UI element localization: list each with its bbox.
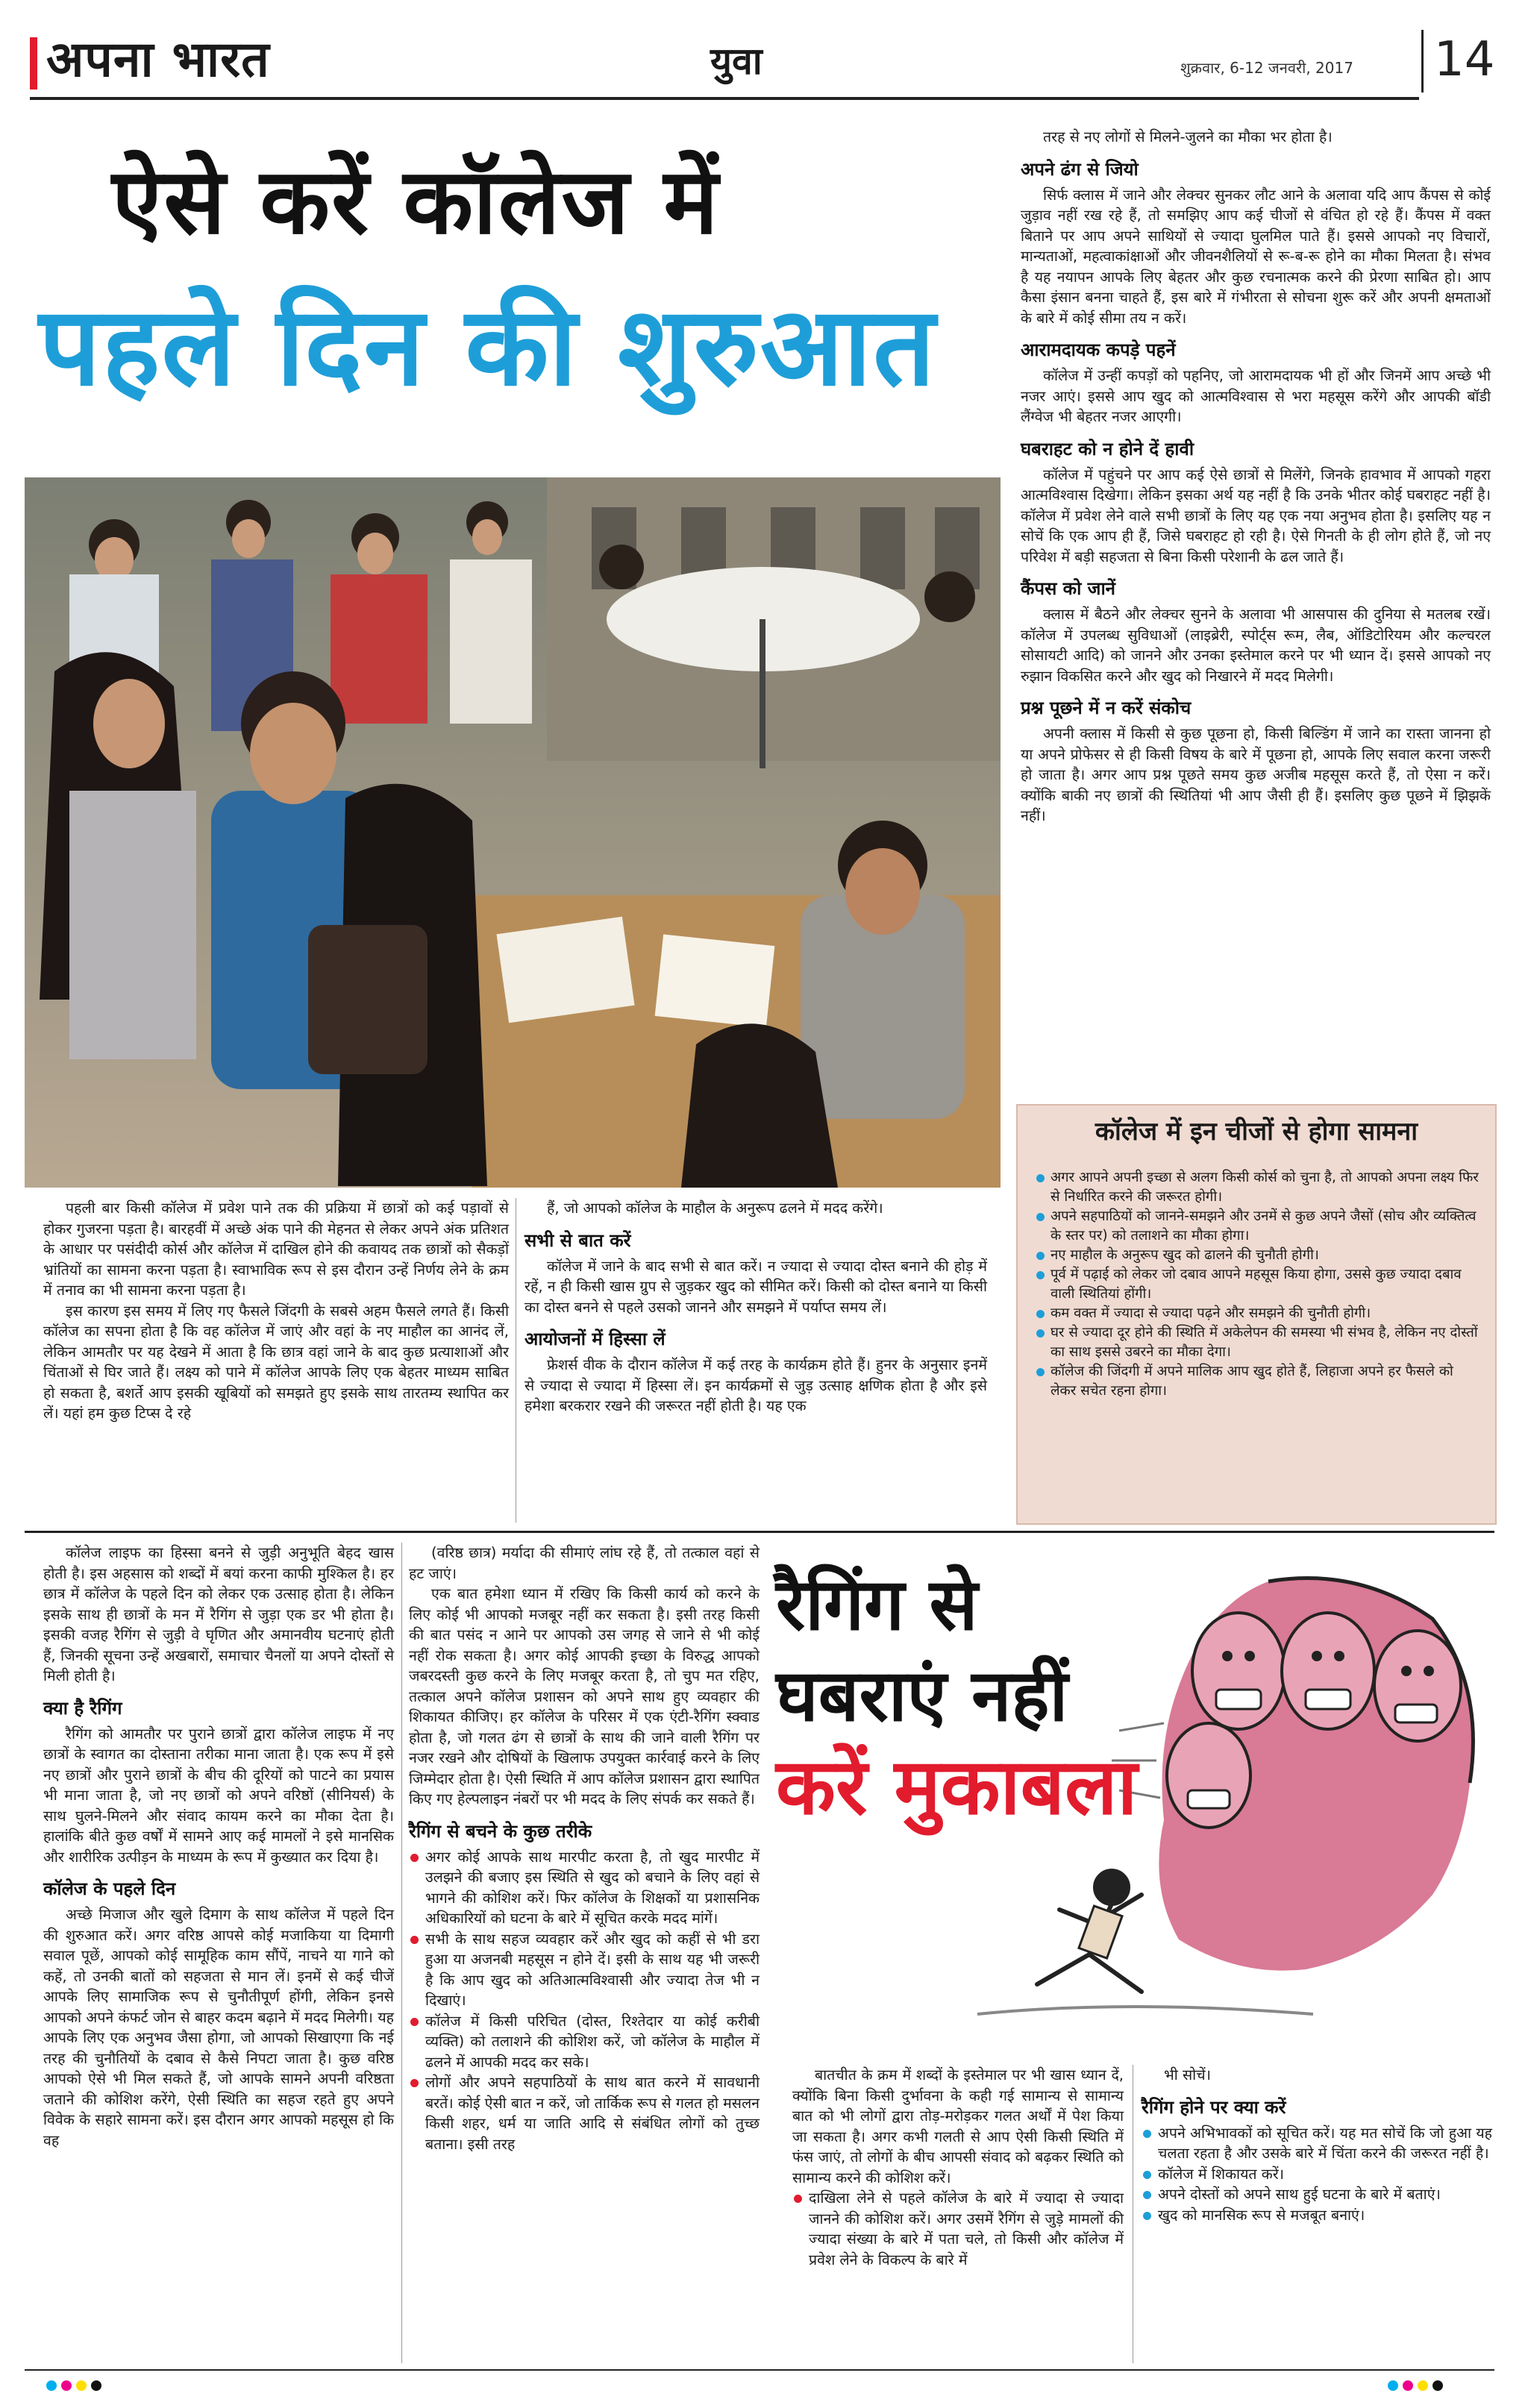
- paragraph: कॉलेज में उन्हीं कपड़ों को पहनिए, जो आरामदायक भी हों और जिनमें आप अच्छे भी नजर आएं। इससे आप खुद को आत्मविश्वास से भरा महसूस करेंगे और आपकी बॉडी लैंग्वेज भी बेहतर नजर आएगी।: [1021, 367, 1491, 425]
- color-bar-left: [30, 37, 37, 90]
- paragraph: इस कारण इस समय में लिए गए फैसले जिंदगी के सबसे अहम फैसले लगते हैं। किसी कॉलेज का सपना होता है कि वह कॉलेज में जाएं और वहां के नए माहौल का आनंद लें, लेकिन आमतौर पर यह देखने में आता है कि छात्र वहां जाने के बाद कुछ प्रत्याशाओं और चिंताओं से घिर जाते हैं। लक्ष्य को पाने में कॉलेज आपके लिए एक बेहतर माध्यम साबित हो सकता है, बशर्ते आप इसकी खूबियों को समझते हुए इसके साथ तारतम्य स्थापित कर लें। यहां हम कुछ टिप्स दे रहे: [43, 1302, 509, 1422]
- paragraph: कॉलेज में पहुंचने पर आप कई ऐसे छात्रों से मिलेंगे, जिनके हावभाव में आपको गहरा आत्मविश्वास दिखेगा। लेकिन इसका अर्थ यह नहीं है कि उनके भीतर कोई घबराहट नहीं है। कॉलेज में प्रवेश लेने वाले सभी छात्रों के लिए यह एक नया अनुभव होता है। इसलिए यह न सोचें कि एक आप ही हैं, जिसे घबराहट हो रही है। ऐसे गिनती के ही लोग होते हैं, जो नए परिवेश में बड़ी सहजता से बिना किसी परेशानी के ढल जाते हैं।: [1021, 465, 1491, 565]
- paragraph: एक बात हमेशा ध्यान में रखिए कि किसी कार्य को करने के लिए कोई भी आपको मजबूर नहीं कर सकता है। इसी तरह किसी की बात पसंद न आने पर आपको उस जगह से जाने से भी कोई नहीं रोक सकता है। अगर कोई आपकी इच्छा के विरुद्ध आपको जबरदस्ती कुछ करने के लिए मजबूर करता है, तो चुप मत रहिए, तत्काल अपने कॉलेज प्रशासन को अपने साथ हुए व्यवहार की शिकायत कीजिए। हर कॉलेज के परिसर में एक एंटी-रैगिंग स्क्वाड होता है, जो गलत ढंग से छात्रों के साथ की जाने वाली रैगिंग पर नजर रखने और दोषियों के खिलाफ उपयुक्त कार्रवाई करने के लिए जिम्मेदार होता है। ऐसी स्थिति में आप कॉलेज प्रशासन द्वारा स्थापित किए गए हेल्पलाइन नंबरों पर भी मदद के लिए संपर्क कर सकते हैं।: [409, 1585, 760, 1807]
- info-box-item: नए माहौल के अनुरूप खुद को ढालने की चुनौती होगी।: [1036, 1246, 1483, 1265]
- subheading: अपने ढंग से जियो: [1021, 158, 1139, 180]
- paragraph: कॉलेज में जाने के बाद सभी से बात करें। न ज्यादा से ज्यादा दोस्त बनाने की होड़ में रहें, न ही किसी खास ग्रुप से जुड़कर खुद को सीमित करें। किसी को दोस्त बनाने या किसी का दोस्त बनने से पहले उसको जानने और समझने में पर्याप्त समय लें।: [525, 1257, 987, 1316]
- paragraph: हैं, जो आपको कॉलेज के माहौल के अनुरूप ढलने में मदद करेंगे।: [547, 1200, 883, 1217]
- info-box-item: घर से ज्यादा दूर होने की स्थिति में अकेलेपन की समस्या भी संभव है, लेकिन नए दोस्तों का साथ इससे उबरने का मौका देगा।: [1036, 1323, 1483, 1362]
- ragging-headline-line-3: करें मुकाबला: [776, 1741, 1138, 1832]
- subheading: आरामदायक कपड़े पहनें: [1021, 339, 1176, 360]
- registration-color-dots: [1388, 2380, 1447, 2394]
- bullet-item: कॉलेज में शिकायत करें।: [1142, 2164, 1492, 2185]
- paragraph: अच्छे मिजाज और खुले दिमाग के साथ कॉलेज में पहले दिन की शुरुआत करें। अगर वरिष्ठ आपसे कोई मजाकिया या दिमागी सवाल पूछें, आपको कोई सामूहिक काम सौंपें, नाचने या गाने को कहें, तो उनकी बातों को सहजता से मान लें। इनमें से कई चीजें आपके लिए सामाजिक रूप से चुनौतीपूर्ण होंगी, लेकिन इनसे आपको अपने कंफर्ट जोन से बाहर कदम बढ़ाने में मदद मिलेगी। यह आपके लिए एक अनुभव जैसा होगा, जो आपको सिखाएगा कि नई तरह की चुनौतियों के दबाव से कैसे निपटा जाता है। कुछ वरिष्ठ आपको ऐसे भी मिल सकते हैं, जो आपके सामने अपनी वरिष्ठता जताने की कोशिश करेंगे, ऐसी स्थिति का सहज रहते हुए अपने विवेक के सहारे सामना करें। इस दौरान अगर आपको महसूस हो कि वह: [43, 1906, 394, 2149]
- bullet-item: खुद को मानसिक रूप से मजबूत बनाएं।: [1142, 2205, 1492, 2226]
- bullet-list: [792, 2188, 1124, 2270]
- page-number: 14: [1434, 32, 1495, 87]
- subheading: प्रश्न पूछने में न करें संकोच: [1021, 697, 1192, 718]
- info-box-item: अगर आपने अपनी इच्छा से अलग किसी कोर्स को चुना है, तो आपको अपना लक्ष्य फिर से निर्धारित करने की जरूरत होगी।: [1036, 1168, 1483, 1207]
- subheading: रैगिंग से बचने के कुछ तरीके: [409, 1820, 592, 1842]
- issue-date: शुक्रवार, 6-12 जनवरी, 2017: [1180, 59, 1353, 77]
- bullet-list: [1142, 2123, 1492, 2226]
- story2-column-3: [792, 2065, 1124, 2270]
- bullet-item: लोगों और अपने सहपाठियों के साथ बात करने में सावधानी बरतें। कोई ऐसी बात न करें, जो तार्किक रूप से गलत हो मसलन किसी शहर, धर्म या जाति आदि से संबंधित लोगों को तुच्छ बताना। इसी तरह: [409, 2072, 760, 2154]
- footer-rule: [25, 2369, 1494, 2371]
- info-box-list: [1036, 1168, 1483, 1401]
- paragraph: रैगिंग को आमतौर पर पुराने छात्रों द्वारा कॉलेज लाइफ में नए छात्रों के स्वागत का दोस्ताना तरीका माना जाता है। एक रूप में इसे नए छात्रों और पुराने छात्रों के बीच की दूरियों को पाटने का प्रयास भी माना जाता है, जो नए छात्रों को अपने वरिष्ठों (सीनियर्स) के साथ घुलने-मिलने और संवाद कायम करने का मौका देता है। हालांकि बीते कुछ वर्षों में सामने आए कई मामलों ने इसे मानसिक और शारीरिक उत्पीड़न के माध्यम के रूप में कुख्यात कर दिया है।: [43, 1725, 394, 1866]
- info-box-college-challenges: [1016, 1104, 1497, 1525]
- registration-color-dots: [46, 2380, 106, 2394]
- ragging-headline-line-2: घबराएं नहीं: [776, 1654, 1068, 1737]
- page-number-divider: [1421, 30, 1424, 93]
- bullet-item: अपने दोस्तों को अपने साथ हुई घटना के बारे में बताएं।: [1142, 2184, 1492, 2205]
- paragraph: फ्रेशर्स वीक के दौरान कॉलेज में कई तरह के कार्यक्रम होते हैं। हुनर के अनुसार इनमें से ज्यादा से ज्यादा में हिस्सा लें। इन कार्यक्रमों से जुड़ उत्साह क्षणिक होता है और इसे हमेशा बरकरार रखने की जरूरत नहीं होती है। यह एक: [525, 1356, 987, 1414]
- ragging-headline: [776, 1559, 1179, 1832]
- paragraph: अपनी क्लास में किसी से कुछ पूछना हो, किसी बिल्डिंग में जाने का रास्ता जानना हो या अपने प्रोफेसर से ही किसी विषय के बारे में पूछना हो, आपके लिए सवाल करना जरूरी हो जाता है। अगर आप प्रश्न पूछते समय कुछ अजीब महसूस करते हैं, तो ऐसा न करें। क्योंकि बाकी नए छात्रों की स्थितियां भी आप जैसी ही हैं। इसलिए कुछ पूछने में झिझकें नहीं।: [1021, 725, 1491, 824]
- paragraph: सिर्फ क्लास में जाने और लेक्चर सुनकर लौट आने के अलावा यदि आप कैंपस से कोई जुड़ाव नहीं रख रहे हैं, तो समझिए आप कई चीजों से वंचित हो रहे हैं। कैंपस में वक्त बिताने पर आप अपने साथियों से ज्यादा घुलमिल पाते हैं। इससे आपको नए विचारों, मान्यताओं, महत्वाकांक्षाओं और जीवनशैलियों से रू-ब-रू होने का मौका मिलता है। संभव है यह नयापन आपके लिए बेहतर और कुछ रचनात्मक करने की प्रेरणा साबित हो। आप कैसा इंसान बनना चाहते हैं, इस बारे में गंभीरता से सोचना शुरू करें और अपनी क्षमताओं के बारे में कोई सीमा तय न करें।: [1021, 186, 1491, 327]
- paragraph: (वरिष्ठ छात्र) मर्यादा की सीमाएं लांघ रहे हैं, तो तत्काल वहां से हट जाएं।: [409, 1544, 760, 1582]
- headline-line-1: ऐसे करें कॉलेज में: [112, 148, 720, 254]
- bullet-list: [409, 1847, 760, 2155]
- paragraph: पहली बार किसी कॉलेज में प्रवेश पाने तक की प्रक्रिया में छात्रों को कई पड़ावों से होकर गुजरना पड़ता है। बारहवीं में अच्छे अंक पाने की मेहनत से लेकर अपने अंक प्रतिशत के आधार पर पसंदीदी कोर्स और कॉलेज में दाखिल होने की कवायद तक छात्रों को सैकड़ों भ्रांतियों का सामना करना पड़ता है। स्वाभाविक रूप से इस दौरान उन्हें निर्णय लेने के क्रम में तनाव का भी सामना करना पड़ता है।: [43, 1200, 509, 1299]
- subheading: आयोजनों में हिस्सा लें: [525, 1329, 666, 1349]
- paragraph: क्लास में बैठने और लेक्चर सुनने के अलावा भी आसपास की दुनिया से मतलब रखें। कॉलेज में उपलब्ध सुविधाओं (लाइब्रेरी, स्पोर्ट्स रूम, लैब, ऑडिटोरियम और कल्चरल सोसायटी आदि) को जानने और उनका इस्तेमाल करने पर भी ध्यान दें। इससे आपको नए रुझान विकसित करने और खुद को निखारने में मदद मिलेगी।: [1021, 606, 1491, 685]
- info-box-title: कॉलेज में इन चीजों से होगा सामना: [1095, 1117, 1418, 1147]
- bullet-item: कॉलेज में किसी परिचित (दोस्त, रिश्तेदार या कोई करीबी व्यक्ति) को तलाशने की कोशिश करें, जो कॉलेज के माहौल में ढलने में आपकी मदद कर सके।: [409, 2011, 760, 2073]
- bullet-item: सभी के साथ सहज व्यवहार करें और खुद को कहीं से भी डरा हुआ या अजनबी महसूस न होने दें। इसी के साथ यह भी जरूरी है कि आप खुद को अतिआत्मविश्वासी और ज्यादा तेज भी न दिखाएं।: [409, 1929, 760, 2011]
- subheading: घबराहट को न होने दें हावी: [1021, 438, 1194, 460]
- bullet-item: दाखिला लेने से पहले कॉलेज के बारे में ज्यादा से ज्यादा जानने की कोशिश करें। अगर उसमें रैगिंग से जुड़े मामलों की ज्यादा संख्या के बारे में पता चले, तो किसी और कॉलेज में प्रवेश लेने के विकल्प के बारे में: [792, 2188, 1124, 2270]
- subheading: कैंपस को जानें: [1021, 578, 1115, 599]
- photo-students-registration-svg: [25, 477, 1001, 1188]
- subheading: सभी से बात करें: [525, 1229, 631, 1251]
- paragraph: भी सोचें।: [1164, 2066, 1211, 2084]
- bullet-item: अगर कोई आपके साथ मारपीट करता है, तो खुद मारपीट में उलझने की बजाए इस स्थिति से खुद को बचाने के लिए वहां से भागने की कोशिश करें। फिर कॉलेज के शिक्षकों या प्रशासनिक अधिकारियों को घटना के बारे में सूचित करके मदद मांगें।: [409, 1847, 760, 1929]
- info-box-item: कम वक्त में ज्यादा से ज्यादा पढ़ने और समझने की चुनौती होगी।: [1036, 1304, 1483, 1323]
- subheading: कॉलेज के पहले दिन: [43, 1878, 176, 1899]
- story1-column-middle: [525, 1198, 987, 1417]
- paragraph: कॉलेज लाइफ का हिस्सा बनने से जुड़ी अनुभूति बेहद खास होती है। इस अहसास को शब्दों में बयां करना काफी मुश्किल है। हर छात्र में कॉलेज के पहले दिन को लेकर एक उत्साह होता है। लेकिन इसके साथ ही छात्रों के मन में रैगिंग से जुड़ा एक डर भी होता है। इसकी वजह रैगिंग से जुड़ी वे घृणित और अमानवीय घटनाएं होती हैं, जिनकी सूचना उन्हें अखबारों, समाचार चैनलों या अपने दोस्तों से मिली होती है।: [43, 1544, 394, 1684]
- info-box-item: अपने सहपाठियों को जानने-समझने और उनमें से कुछ अपने जैसों (सोच और व्यक्तित्व के स्तर पर) को तलाशने का मौका होगा।: [1036, 1207, 1483, 1246]
- paragraph: बातचीत के क्रम में शब्दों के इस्तेमाल पर भी खास ध्यान दें, क्योंकि बिना किसी दुर्भावना के कही गई सामान्य से सामान्य बात को भी लोगों द्वारा तोड़-मरोड़कर गलत अर्थों में पेश किया जा सकता है। अगर कभी गलती से आप ऐसी किसी स्थिति में फंस जाएं, तो लोगों के बीच आपसी संवाद को बढ़कर स्थिति को सामान्य करने की कोशिश करें।: [792, 2066, 1124, 2186]
- headline-line-2: पहले दिन की शुरुआत: [39, 283, 937, 410]
- story2-column-4: [1142, 2065, 1492, 2225]
- masthead-rule: [30, 97, 1419, 100]
- photo-students-registration: [25, 477, 1001, 1188]
- paragraph: तरह से नए लोगों से मिलने-जुलने का मौका भर होता है।: [1043, 128, 1333, 145]
- masthead: [0, 0, 1528, 112]
- bullet-item: अपने अभिभावकों को सूचित करें। यह मत सोचें कि जो हुआ यह चलता रहता है और उसके बारे में चिंता करने की जरूरत नहीं है।: [1142, 2123, 1492, 2164]
- story2-column-2: [409, 1543, 760, 2154]
- section-name: युवा: [710, 40, 763, 83]
- newspaper-brand: अपना भारत: [46, 30, 270, 88]
- story2-column-1: [43, 1543, 394, 2151]
- info-box-item: पूर्व में पढ़ाई को लेकर जो दबाव आपने महसूस किया होगा, उससे कुछ ज्यादा दबाव वाली स्थितियां होंगी।: [1036, 1265, 1483, 1304]
- subheading: क्या है रैगिंग: [43, 1697, 122, 1719]
- column-rule: [401, 1543, 402, 2363]
- subheading: रैगिंग होने पर क्या करें: [1142, 2096, 1286, 2118]
- story1-column-left: [43, 1198, 509, 1424]
- story1-column-right: [1021, 127, 1491, 827]
- story-divider: [25, 1531, 1494, 1533]
- ragging-headline-line-1: रैगिंग से: [776, 1563, 978, 1646]
- info-box-item: कॉलेज की जिंदगी में अपने मालिक आप खुद होते हैं, लिहाजा अपने हर फैसले को लेकर सचेत रहना होगा।: [1036, 1362, 1483, 1401]
